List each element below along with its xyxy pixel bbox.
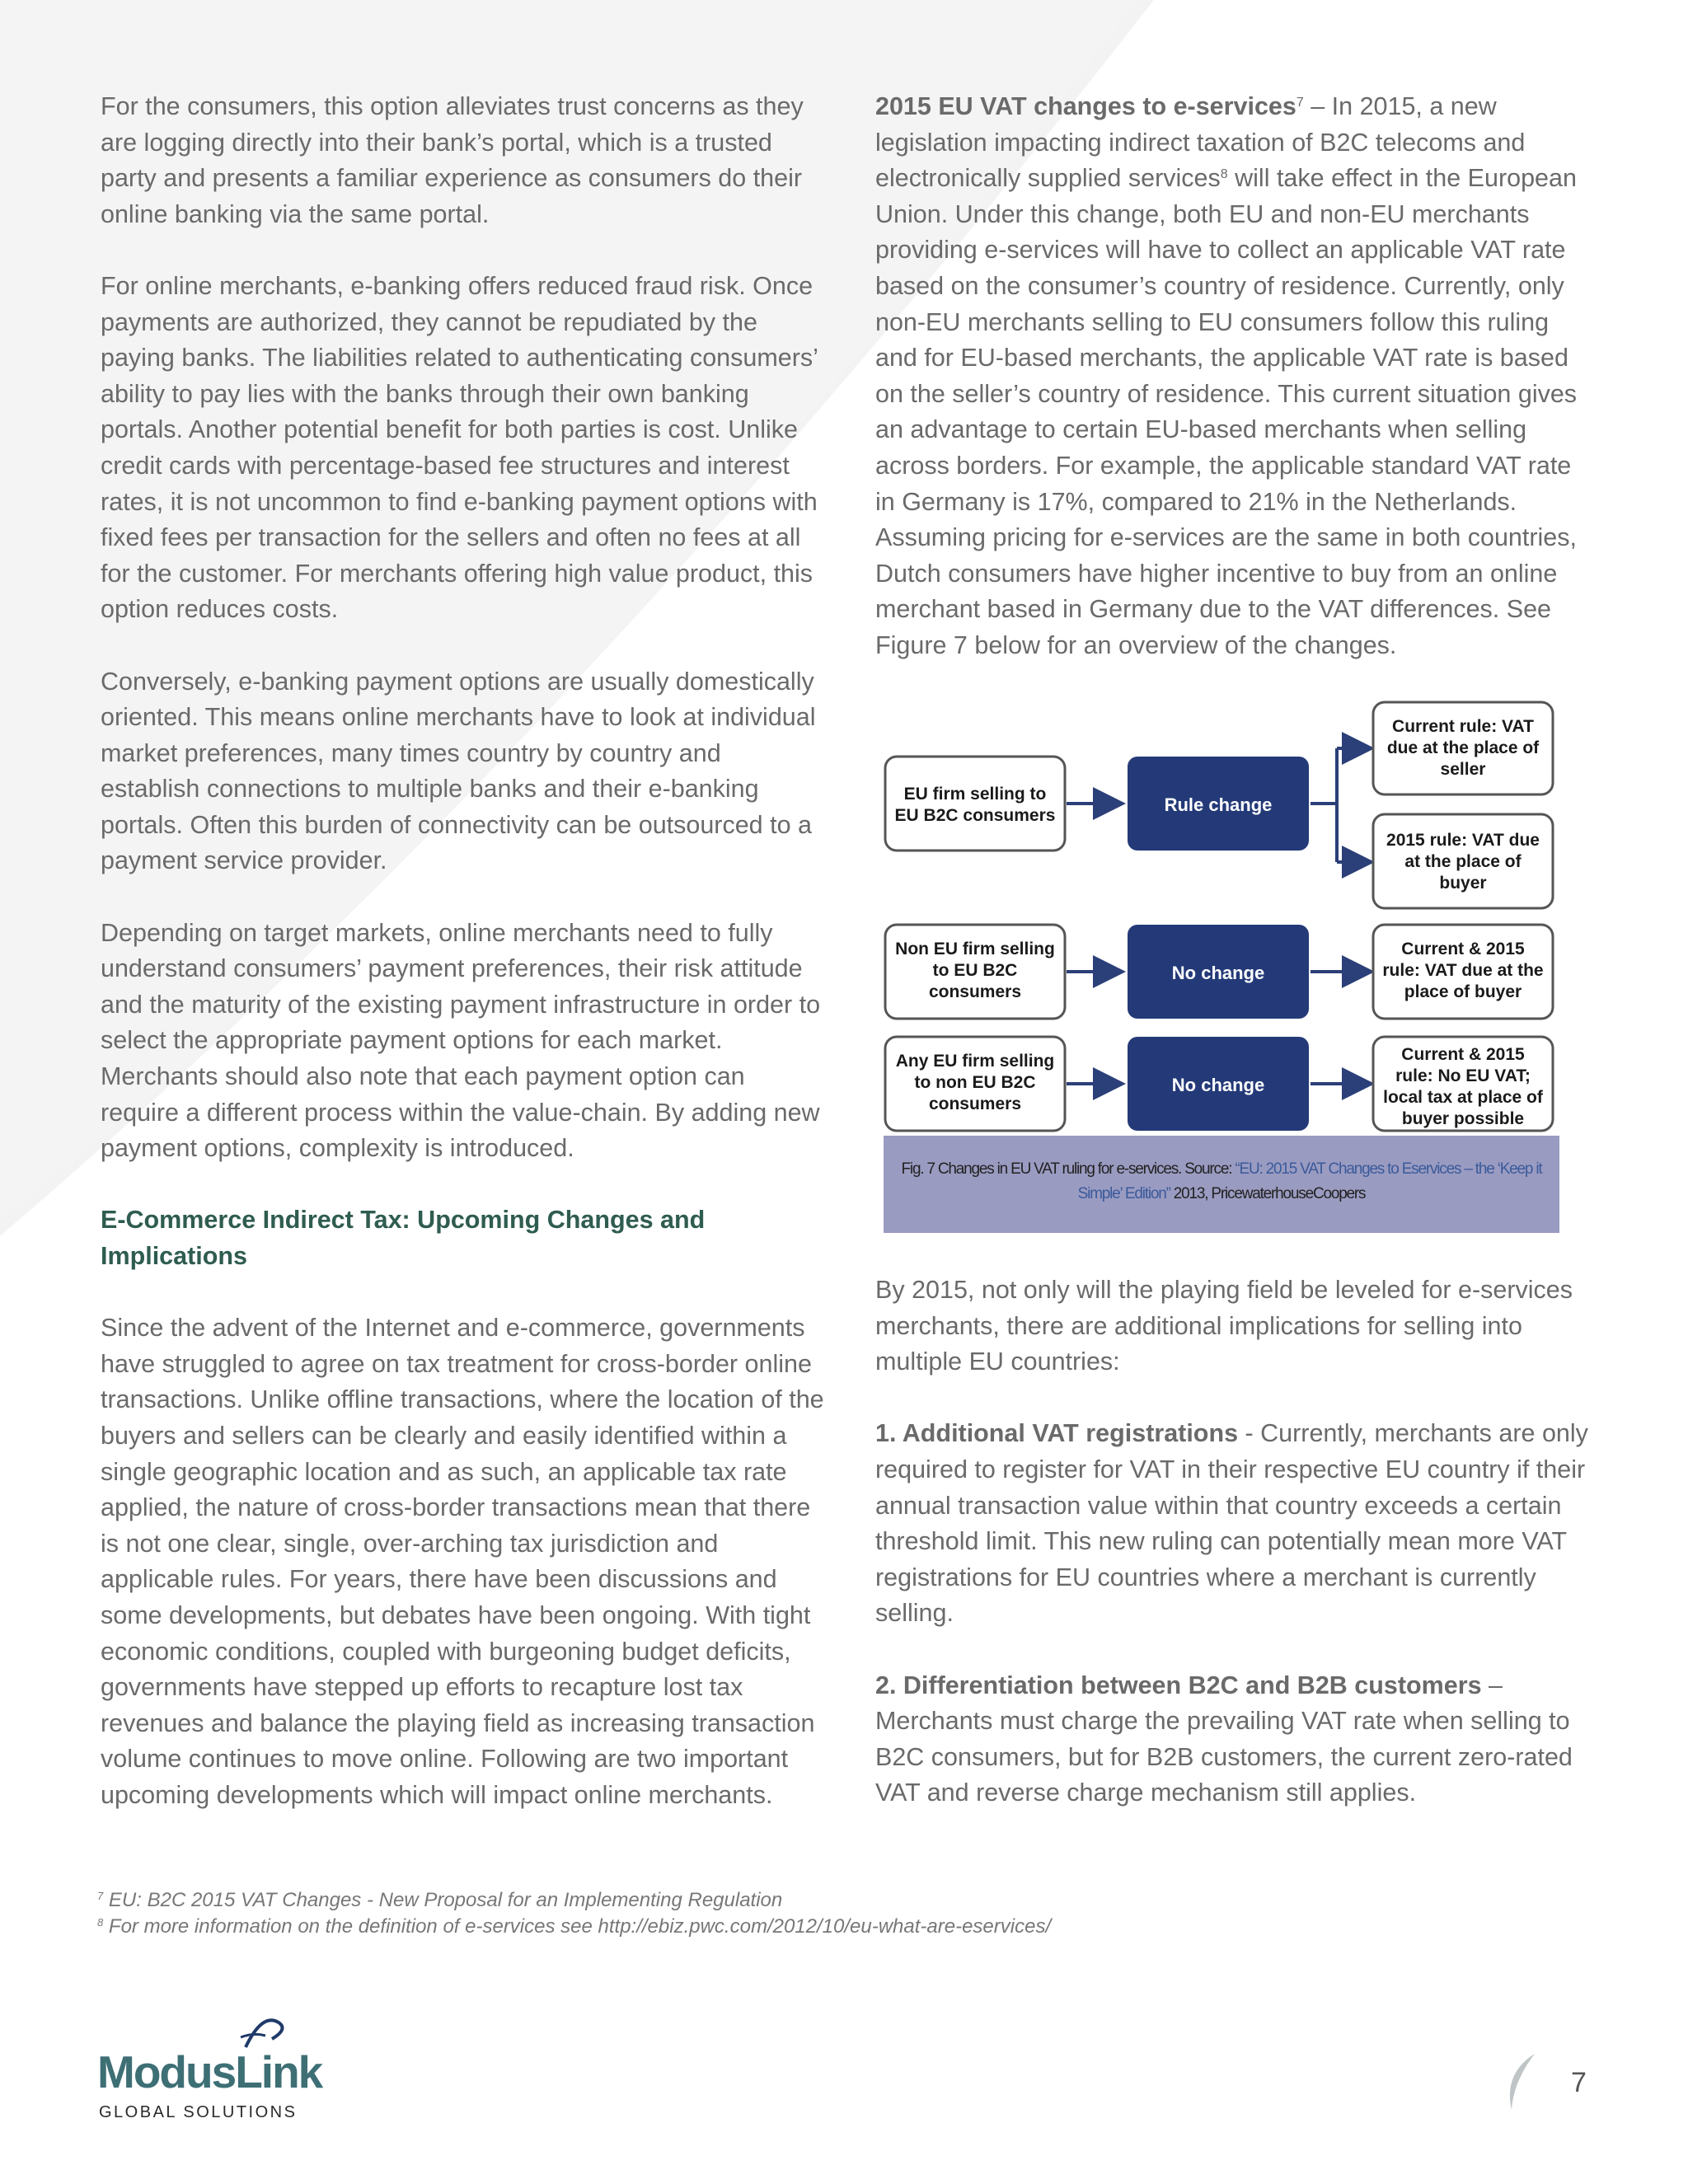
box-text: Current & 2015: [1401, 1045, 1525, 1064]
right-column-bottom: [875, 1272, 1592, 1811]
caption-prefix: Fig. 7 Changes in EU VAT ruling for e-services. Source:: [901, 1160, 1236, 1178]
list-item-text: – Merchants must charge the prevailing VAT rate when selling to B2C consumers, but for B2B customers, the current zero-rated VAT and reverse charge mechanism still applies.: [875, 1671, 1573, 1807]
box-text: buyer: [1439, 874, 1487, 893]
paragraph: Since the advent of the Internet and e-commerce, governments have struggled to agree on tax treatment for cross-border online transactions. Unlike offline transactions, where the location of the buyers and sellers can be clearly and easily identified within a single geographic location and as such, an applicable tax rate applied, the nature of cross-border transactions mean that there is not one clear, single, over-arching tax jurisdiction and applicable rules. For years, there have been discussions and some developments, but debates have been ongoing. With tight economic conditions, coupled with burgeoning budget deficits, governments have stepped up efforts to recapture lost tax revenues and balance the playing field as increasing transaction volume continues to move online. Following are two important upcoming developments which will impact online merchants.: [101, 1314, 824, 1809]
box-text: consumers: [928, 982, 1022, 1001]
list-item: [875, 1416, 1592, 1632]
right-column-top: [875, 89, 1592, 664]
footnote-text[interactable]: For more information on the definition of e-services see http://ebiz.pwc.com/2012/10/eu-what-are-eservices/: [108, 1915, 1052, 1938]
section-heading: E-Commerce Indirect Tax: Upcoming Changes and Implications: [101, 1206, 706, 1270]
vat-flow-diagram: [875, 699, 1559, 1136]
box-text: rule: VAT due at the: [1382, 961, 1544, 980]
paragraph: For the consumers, this option alleviates trust concerns as they are logging directly into their bank’s portal, which is a trusted party and presents a familiar experience as consumers do their online banking via the same portal.: [101, 92, 804, 228]
box-text: No change: [1171, 963, 1265, 983]
box-text: Current rule: VAT: [1392, 717, 1534, 736]
box-text: to EU B2C: [932, 961, 1018, 980]
logo-subtitle: GLOBAL SOLUTIONS: [99, 2103, 298, 2121]
box-text: consumers: [928, 1094, 1022, 1113]
list-item-title: 2. Differentiation between B2C and B2B customers: [875, 1671, 1482, 1699]
figure-caption: [884, 1136, 1559, 1233]
box-text: Current & 2015: [1401, 940, 1525, 958]
box-text: No change: [1171, 1075, 1265, 1095]
list-item-title: 1. Additional VAT registrations: [875, 1419, 1239, 1448]
box-text: EU B2C consumers: [894, 806, 1056, 825]
box-text: rule: No EU VAT;: [1395, 1066, 1531, 1085]
box-text: EU firm selling to: [903, 785, 1047, 804]
footnote: [97, 1914, 1051, 1940]
footnotes: [97, 1887, 1051, 1940]
paragraph: By 2015, not only will the playing field be leveled for e-services merchants, there are additional implications for selling into multiple EU countries:: [875, 1276, 1573, 1376]
box-text: 2015 rule: VAT due: [1386, 831, 1540, 850]
left-column: [101, 89, 826, 1814]
box-text: due at the place of: [1386, 738, 1540, 757]
box-text: place of buyer: [1404, 982, 1522, 1001]
figure-caption-text: [884, 1136, 1559, 1207]
footnote-ref[interactable]: 8: [1220, 167, 1228, 182]
footnote-number: 8: [97, 1916, 104, 1929]
figure-7: [875, 699, 1559, 1236]
footnote-text: EU: B2C 2015 VAT Changes - New Proposal for an Implementing Regulation: [108, 1889, 783, 1911]
paragraph: Depending on target markets, online merchants need to fully understand consumers’ payment preferences, their risk attitude and the maturity of the existing payment infrastructure in order to select the appropriate payment options for each market. Merchants should also note that each payment option can require a different process within the value-chain. By adding new payment options, complexity is introduced.: [101, 918, 821, 1163]
box-text: local tax at place of: [1383, 1088, 1543, 1107]
list-item: [875, 1668, 1592, 1811]
vat-title: 2015 EU VAT changes to e-services: [875, 92, 1296, 120]
footnote-ref[interactable]: 7: [1296, 96, 1304, 110]
paragraph: For online merchants, e-banking offers reduced fraud risk. Once payments are authorized, they cannot be repudiated by the paying banks. The liabilities related to authenticating consumers’ ability to pay lies with the banks through their own banking portals. Another potential benefit for both parties is cost. Unlike credit cards with percentage-based fee structures and interest rates, it is not uncommon to find e-banking payment options with fixed fees per transaction for the sellers and often no fees at all for the customer. For merchants offering high value product, this option reduces costs.: [101, 271, 818, 624]
box-text: Rule change: [1164, 794, 1273, 815]
box-eu-firm: [885, 757, 1065, 851]
paragraph: Conversely, e-banking payment options are usually domestically oriented. This means online merchants have to look at individual market preferences, many times country by country and establish connections to multiple banks and their e-banking portals. Often this burden of connectivity can be outsourced to a payment service provider.: [101, 667, 816, 875]
footnote-number: 7: [97, 1890, 104, 1902]
box-text: Any EU firm selling: [895, 1052, 1055, 1071]
list-item-text: - Currently, merchants are only required to register for VAT in their respective EU country if their annual transaction value within that country exceeds a certain threshold limit. This new ruling can potentially mean more VAT registrations for EU countries where a merchant is currently selling.: [875, 1419, 1588, 1628]
vat-text-cont: will take effect in the European Union. Under this change, both EU and non-EU merchants providing e-services will have to collect an applicable VAT rate based on the consumer’s country of residence. Currently, only non-EU merchants selling to EU consumers follow this ruling and for EU-based merchants, the applicable VAT rate is based on the seller’s country of residence. This current situation gives an advantage to certain EU-based merchants when selling across borders. For example, the applicable standard VAT rate in Germany is 17%, compared to 21% in the Netherlands. Assuming pricing for e-services are the same in both countries, Dutch consumers have higher incentive to buy from an online merchant based in Germany due to the VAT differences. See Figure 7 below for an overview of the changes.: [875, 164, 1578, 659]
vat-paragraph: [875, 89, 1592, 664]
box-text: buyer possible: [1401, 1109, 1525, 1128]
logo-wordmark: ModusLink: [97, 2046, 322, 2097]
vat-text: – In 2015, a new legislation impacting indirect taxation of B2C telecoms and electronically supplied services: [875, 92, 1526, 193]
footnote: [97, 1887, 1051, 1914]
box-text: seller: [1440, 760, 1486, 779]
page-number: 7: [1571, 2067, 1587, 2098]
box-text: to non EU B2C: [914, 1073, 1036, 1092]
box-text: Non EU firm selling: [895, 940, 1055, 958]
box-text: at the place of: [1404, 852, 1522, 871]
caption-suffix: 2013, PricewaterhouseCoopers: [1170, 1185, 1366, 1202]
page-mark-icon: [1498, 2050, 1540, 2111]
caption-source-link[interactable]: “EU: 2015 VAT Changes to Eservices – the ‘Keep it Simple’ Edition”: [1077, 1160, 1542, 1202]
